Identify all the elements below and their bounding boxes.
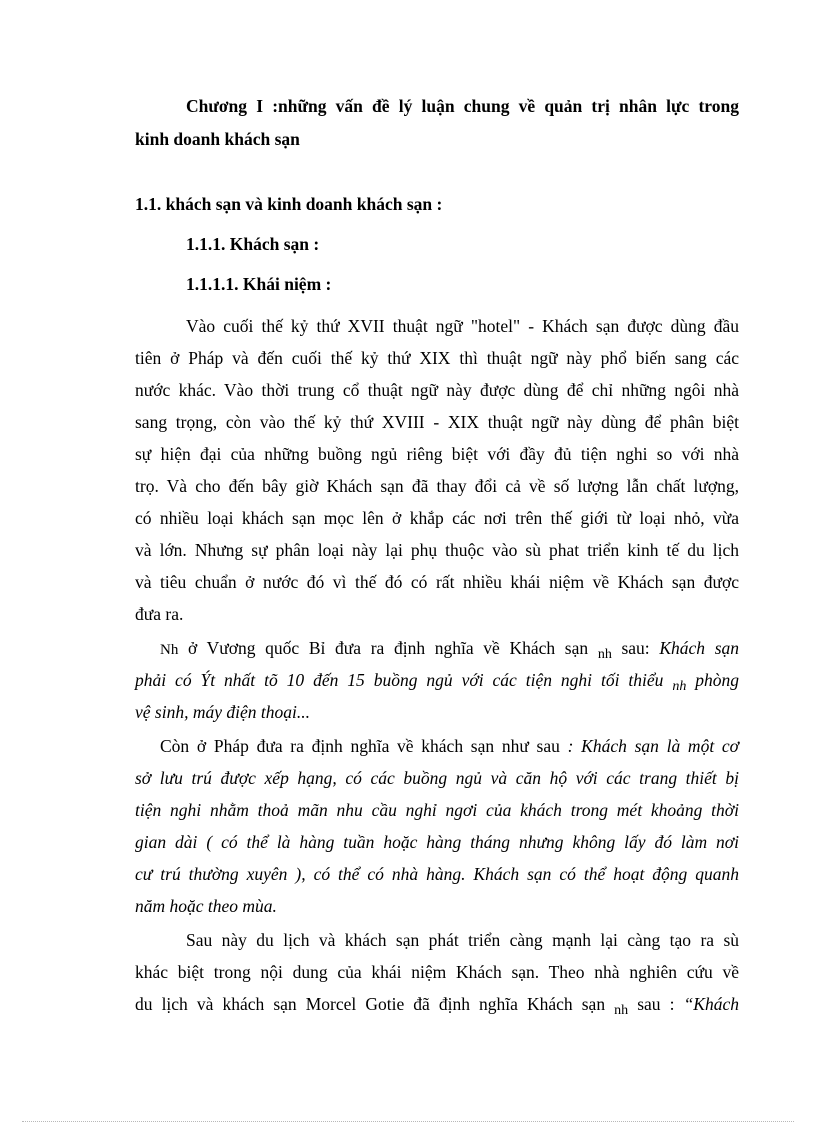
para1-line: có nhiều loại khách sạn mọc lên ở khắp các nơi trên thế giới từ loại nhỏ, vừa — [135, 508, 739, 528]
para2-line2-b: phòng — [695, 670, 740, 690]
nh-fragment: Nh — [160, 642, 179, 658]
para2-line-1 — [160, 638, 739, 661]
para1-line: sự hiện đại của những buồng ngủ riêng biệt với đầy đủ tiện nghi so với nhà — [135, 444, 739, 464]
para1-line: trọ. Và cho đến bây giờ Khách sạn đã thay đổi cả về số lượng lẫn chất lượng, — [135, 476, 739, 496]
para1-line: và lớn. Nhưng sự phân loại này lại phụ thuộc vào sù phat triển kinh tế du lịch — [135, 540, 739, 560]
para2-text-1: ở Vương quốc Bỉ đưa ra định nghĩa về Khách sạn — [188, 638, 589, 658]
para1-line: và tiêu chuẩn ở nước đó vì thế đó có rất nhiều khái niệm về Khách sạn được — [135, 572, 739, 592]
para2-text-2: sau: — [621, 638, 650, 658]
para4-last-b: sau : — [637, 994, 675, 1014]
section-heading-1-1: 1.1. khách sạn và kinh doanh khách sạn : — [135, 194, 443, 214]
para4-line: Sau này du lịch và khách sạn phát triển càng mạnh lại càng tạo ra sù — [186, 930, 739, 950]
para3-normal: Còn ở Pháp đưa ra định nghĩa về khách sạn như sau — [160, 736, 560, 756]
para1-line: nước khác. Vào thời trung cổ thuật ngữ này được dùng để chỉ những ngôi nhà — [135, 380, 739, 400]
nh-fragment: nh — [672, 679, 687, 694]
para2-line-2 — [135, 670, 739, 693]
chapter-title-line-2: kinh doanh khách sạn — [135, 129, 300, 149]
para4-line-last — [135, 994, 739, 1017]
para3-line: năm hoặc theo mùa. — [135, 896, 277, 916]
para3-line-1 — [160, 736, 739, 756]
section-heading-1-1-1: 1.1.1. Khách sạn : — [186, 234, 320, 254]
para4-line: khác biệt trong nội dung của khái niệm Khách sạn. Theo nhà nghiên cứu về — [135, 962, 739, 982]
para3-line: tiện nghi nhằm thoả mãn nhu cầu nghỉ ngơi của khách trong mét khoảng thời — [135, 800, 739, 820]
para4-last-a: du lịch và khách sạn Morcel Gotie đã định nghĩa Khách sạn — [135, 994, 606, 1014]
para1-line: sang trọng, còn vào thế kỷ thứ XVIII - XIX thuật ngữ này dùng để phân biệt — [135, 412, 739, 432]
nh-fragment: nh — [614, 1003, 629, 1018]
chapter-title-line-1: Chương I :những vấn đề lý luận chung về quản trị nhân lực trong — [186, 96, 739, 116]
para3-line: gian dài ( có thể là hàng tuần hoặc hàng tháng nhưng không lấy đó làm nơi — [135, 832, 739, 852]
para4-last-italic: “Khách — [683, 994, 740, 1014]
para2-line2-a: phải có Ýt nhất tõ 10 đến 15 buồng ngủ với các tiện nghi tối thiểu — [135, 670, 664, 690]
para2-italic-1: Khách sạn — [659, 638, 740, 658]
para3-line: sở lưu trú được xếp hạng, có các buồng ngủ và căn hộ với các trang thiết bị — [135, 768, 739, 788]
page-bottom-divider — [22, 1121, 794, 1122]
para1-line: Vào cuối thế kỷ thứ XVII thuật ngữ "hotel" - Khách sạn được dùng đầu — [186, 316, 739, 336]
para2-line-3: vệ sinh, máy điện thoại... — [135, 702, 310, 722]
para1-line: đưa ra. — [135, 604, 184, 624]
para3-italic: : Khách sạn là một cơ — [567, 736, 740, 756]
section-heading-1-1-1-1: 1.1.1.1. Khái niệm : — [186, 274, 332, 294]
nh-fragment: nh — [597, 647, 612, 662]
para1-line: tiên ở Pháp và đến cuối thế kỷ thứ XIX thì thuật ngữ này phổ biến sang các — [135, 348, 739, 368]
para3-line: cư trú thường xuyên ), có thể có nhà hàng. Khách sạn có thể hoạt động quanh — [135, 864, 739, 884]
